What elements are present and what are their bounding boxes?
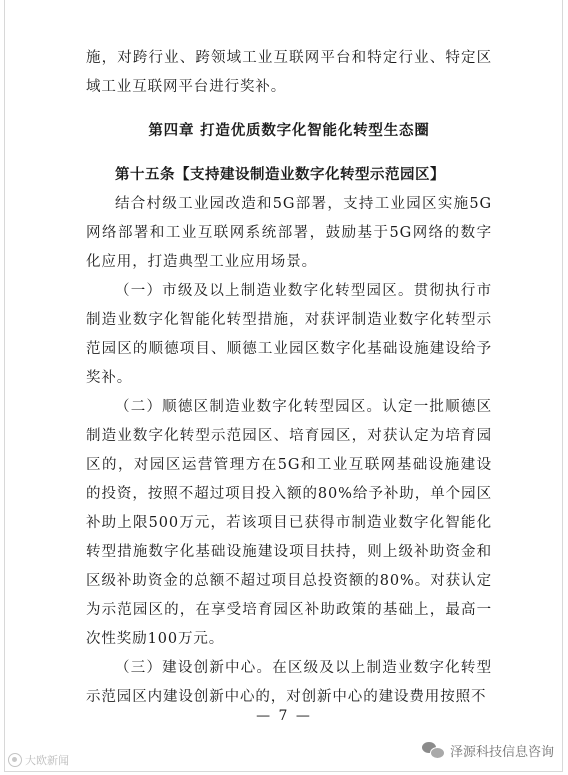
article-clause-2: （二）顺德区制造业数字化转型园区。认定一批顺德区制造业数字化转型示范园区、培育园区，对获认定为培育园区的，对园区运营管理方在5G和工业互联网基础设施建设的投资，按照不超过项目投入额的80%给予补助，单个园区补助上限500万元，若该项目已获得市制造业数字化智能化转型措施数字化基础设施建设项目扶持，则上级补助资金和区级补助资金的总额不超过项目总投资额的80%。对获认定为示范园区的，在享受培育园区补助政策的基础上，最高一次性奖励100万元。 — [86, 399, 492, 647]
chapter-heading: 第四章 打造优质数字化智能化转型生态圈 — [148, 123, 430, 139]
article-clause-3: （三）建设创新中心。在区级及以上制造业数字化转型示范园区内建设创新中心的，对创新中心的建设费用按照不 — [86, 660, 492, 705]
article-clause-1: （一）市级及以上制造业数字化转型园区。贯彻执行市制造业数字化智能化转型措施，对获评制造业数字化转型示范园区的顺德项目、顺德工业园区数字化基础设施建设给予奖补。 — [86, 283, 492, 386]
wechat-icon — [422, 742, 444, 760]
watermark-right-text: 泽源科技信息咨询 — [449, 745, 554, 760]
page-number: — 7 — — [256, 708, 312, 724]
watermark-left-text: 大欧新闻 — [25, 754, 69, 767]
news-logo-icon — [8, 753, 22, 767]
article-heading: 第十五条【支持建设制造业数字化转型示范园区】 — [115, 167, 445, 183]
article-intro-paragraph: 结合村级工业园改造和5G部署，支持工业园区实施5G网络部署和工业互联网系统部署，鼓励基于5G网络的数字化应用，打造典型工业应用场景。 — [86, 196, 492, 270]
continued-paragraph: 施，对跨行业、跨领域工业互联网平台和特定行业、特定区域工业互联网平台进行奖补。 — [86, 50, 492, 95]
document-body — [86, 44, 492, 712]
watermark-right — [422, 741, 554, 760]
watermark-left — [8, 752, 69, 768]
